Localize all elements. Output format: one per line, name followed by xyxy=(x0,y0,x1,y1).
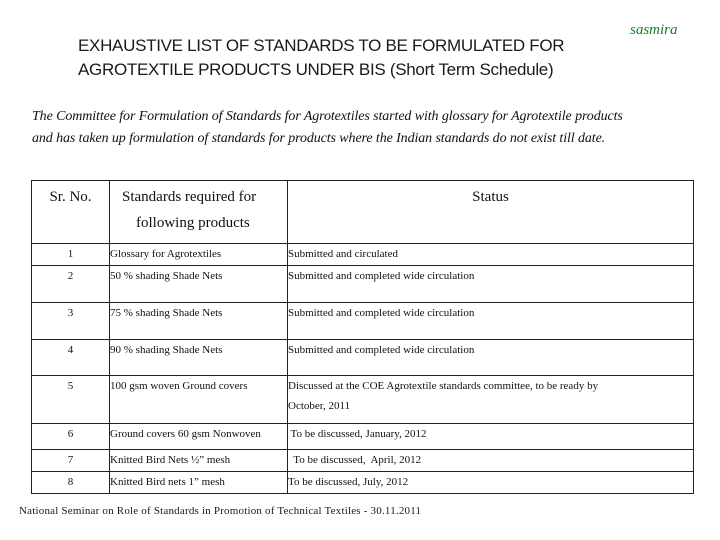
table-row xyxy=(32,303,694,340)
cell-status: Submitted and circulated xyxy=(288,244,694,266)
header-standards-line-2: following products xyxy=(136,215,250,231)
header-standards xyxy=(110,181,288,244)
table-row xyxy=(32,340,694,376)
standards-table xyxy=(31,180,694,494)
cell-status: Submitted and completed wide circulation xyxy=(288,303,694,340)
cell-sr: 1 xyxy=(32,244,110,266)
cell-status: To be discussed, January, 2012 xyxy=(288,424,694,450)
header-status: Status xyxy=(288,181,694,244)
cell-status: Submitted and completed wide circulation xyxy=(288,266,694,303)
footer-text: National Seminar on Role of Standards in Promotion of Technical Textiles - 30.11.2011 xyxy=(19,505,422,517)
cell-sr: 8 xyxy=(32,472,110,494)
cell-product: 100 gsm woven Ground covers xyxy=(110,376,288,424)
cell-sr: 6 xyxy=(32,424,110,450)
cell-product: Knitted Bird nets 1” mesh xyxy=(110,472,288,494)
cell-sr: 7 xyxy=(32,450,110,472)
cell-sr: 2 xyxy=(32,266,110,303)
slide-title xyxy=(78,34,564,82)
cell-status: Submitted and completed wide circulation xyxy=(288,340,694,376)
table-row xyxy=(32,266,694,303)
cell-product: Ground covers 60 gsm Nonwoven xyxy=(110,424,288,450)
intro-paragraph xyxy=(32,106,702,150)
cell-sr: 5 xyxy=(32,376,110,424)
cell-product: 90 % shading Shade Nets xyxy=(110,340,288,376)
cell-product: Glossary for Agrotextiles xyxy=(110,244,288,266)
cell-status-line-2: October, 2011 xyxy=(288,400,351,412)
header-standards-line-1: Standards required for xyxy=(122,189,257,205)
cell-status: To be discussed, July, 2012 xyxy=(288,472,694,494)
intro-line-2: and has taken up formulation of standards for products where the Indian standards do not exist till date. xyxy=(32,131,606,146)
header-sr-no: Sr. No. xyxy=(32,181,110,244)
table-row xyxy=(32,450,694,472)
table-header-row xyxy=(32,181,694,244)
cell-product: 50 % shading Shade Nets xyxy=(110,266,288,303)
intro-line-1: The Committee for Formulation of Standards for Agrotextiles started with glossary for Agrotextile products xyxy=(32,109,623,124)
cell-sr: 4 xyxy=(32,340,110,376)
table-row xyxy=(32,244,694,266)
slide-title-line-2: AGROTEXTILE PRODUCTS UNDER BIS (Short Term Schedule) xyxy=(78,60,554,79)
cell-product: 75 % shading Shade Nets xyxy=(110,303,288,340)
cell-status xyxy=(288,376,694,424)
table-row xyxy=(32,424,694,450)
cell-sr: 3 xyxy=(32,303,110,340)
table-row xyxy=(32,472,694,494)
brand-logo-text: sasmira xyxy=(630,22,678,38)
cell-status: To be discussed, April, 2012 xyxy=(288,450,694,472)
cell-product: Knitted Bird Nets ½” mesh xyxy=(110,450,288,472)
table-row xyxy=(32,376,694,424)
slide-title-line-1: EXHAUSTIVE LIST OF STANDARDS TO BE FORMULATED FOR xyxy=(78,36,565,55)
cell-status-line-1: Discussed at the COE Agrotextile standards committee, to be ready by xyxy=(288,380,599,392)
